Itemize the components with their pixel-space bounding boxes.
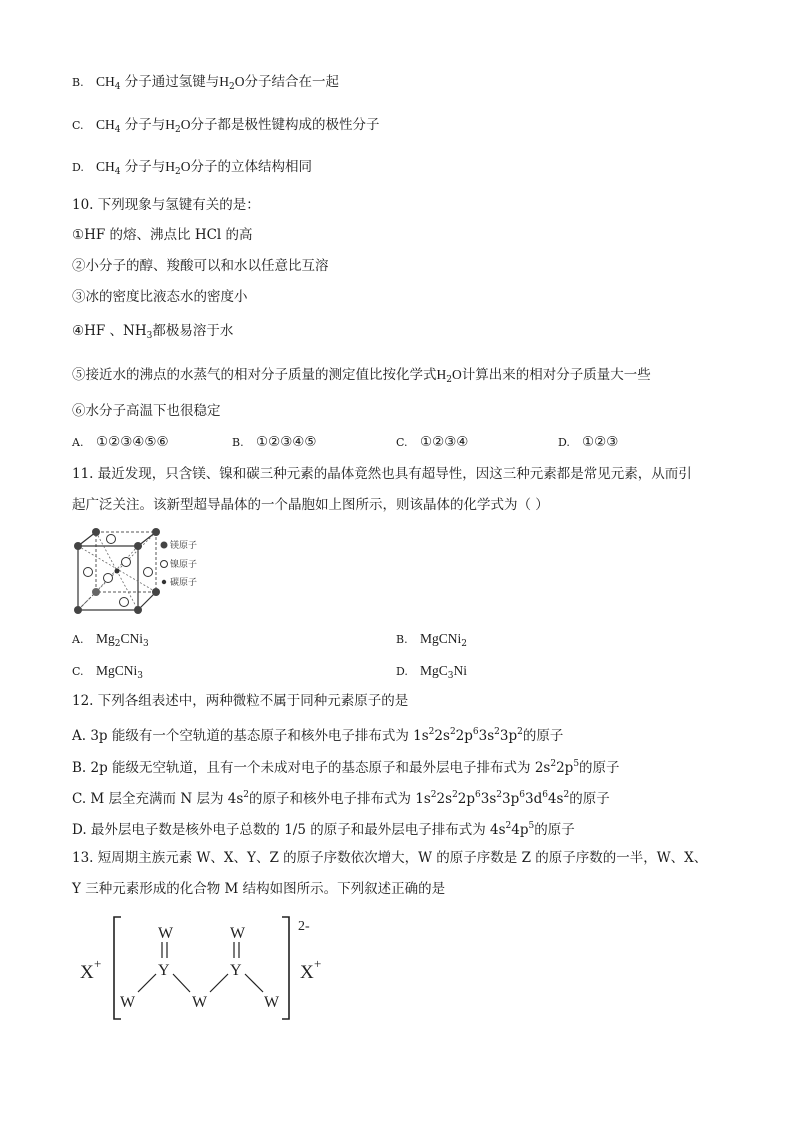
- bracket-right: [282, 917, 289, 1019]
- atom-w-top-left: W: [158, 925, 174, 942]
- atom-w-bridge: W: [192, 994, 208, 1011]
- legend-mg-label: 镁原子: [170, 540, 198, 550]
- ni-atom: [120, 598, 129, 607]
- atom-w-bottom-right: W: [264, 994, 280, 1011]
- mg-atom: [74, 606, 82, 614]
- q10-item-6: ⑥水分子高温下也很稳定: [72, 403, 221, 419]
- q10-option-c: C. ①②③④: [396, 434, 469, 450]
- cation-x-left: X: [80, 962, 94, 983]
- q13-stem-line-1: 13. 短周期主族元素 W、X、Y、Z 的原子序数依次增大，W 的原子序数是 Z 的原子序数的一半，W、X、: [72, 850, 708, 866]
- q10-option-b: B. ①②③④⑤: [232, 434, 317, 450]
- ni-atom: [107, 535, 116, 544]
- q10-option-a: A. ①②③④⑤⑥: [72, 434, 169, 450]
- cation-charge-right: +: [314, 956, 322, 971]
- q10-item-3: ③冰的密度比液态水的密度小: [72, 289, 248, 305]
- q11-option-c: C. MgCNi$_3$: [72, 663, 143, 681]
- q9-option-c: C. $CH_4$ 分子与$H_2O$分子都是极性键构成的极性分子: [72, 117, 380, 135]
- q10-item-4: ④HF 、$NH_3$都极易溶于水: [72, 323, 234, 341]
- atom-w-top-right: W: [230, 925, 246, 942]
- option-letter: D.: [72, 161, 84, 174]
- crystal-cell-figure: [66, 524, 216, 619]
- anion-charge: 2-: [298, 919, 310, 934]
- mg-atom: [152, 528, 160, 536]
- ni-atom: [104, 574, 113, 583]
- option-letter: B.: [72, 76, 84, 89]
- legend-c-label: 碳原子: [170, 577, 198, 587]
- q12-option-d: D. 最外层电子数是核外电子总数的 1/5 的原子和最外层电子排布式为 $4s^24p^5$的原子: [72, 821, 575, 838]
- q10-item-5: ⑤接近水的沸点的水蒸气的相对分子质量的测定值比按化学式$H_2O$计算出来的相对分子质量大一些: [72, 367, 651, 385]
- q9-option-b: B. $CH_4$ 分子通过氢键与$H_2O$分子结合在一起: [72, 74, 340, 92]
- ni-atom: [122, 558, 131, 567]
- q11-option-b: B. MgCNi$_2$: [396, 631, 467, 649]
- mg-atom: [134, 542, 142, 550]
- ni-atom: [144, 568, 153, 577]
- q12-option-b: B. 2p 能级无空轨道，且有一个未成对电子的基态原子和最外层电子排布式为 $2s^22p^5$的原子: [72, 759, 620, 776]
- atom-w-bottom-left: W: [120, 994, 136, 1011]
- legend-ni-label: 镍原子: [170, 559, 198, 569]
- q13-stem-line-2: Y 三种元素形成的化合物 M 结构如图所示。下列叙述正确的是: [72, 881, 446, 897]
- ni-atom: [84, 568, 93, 577]
- legend-c-icon: [162, 580, 166, 584]
- q11-option-a: A. $Mg_2CNi_3$: [72, 631, 149, 649]
- mg-atom: [134, 606, 142, 614]
- mg-atom: [92, 528, 100, 536]
- q9-option-d: D. $CH_4$ 分子与$H_2O$分子的立体结构相同: [72, 159, 313, 177]
- q10-item-1: ①HF 的熔、沸点比 HCl 的高: [72, 227, 253, 243]
- q11-stem-line-1: 11. 最近发现，只含镁、镍和碳三种元素的晶体竟然也具有超导性，因这三种元素都是常见元素，从而引: [72, 466, 692, 482]
- option-letter: C.: [72, 119, 84, 132]
- q11-stem-line-2: 起广泛关注。该新型超导晶体的一个晶胞如上图所示，则该晶体的化学式为（ ）: [72, 497, 549, 513]
- q10-item-2: ②小分子的醇、羧酸可以和水以任意比互溶: [72, 258, 329, 274]
- q12-option-a: A. 3p 能级有一个空轨道的基态原子和核外电子排布式为 $1s^22s^22p^63s^23p^2$的原子: [72, 727, 564, 744]
- mg-atom: [152, 588, 160, 596]
- q12-stem: 12. 下列各组表述中，两种微粒不属于同种元素原子的是: [72, 693, 409, 709]
- legend-ni-icon: [161, 561, 168, 568]
- atom-y-right: Y: [230, 962, 242, 979]
- cation-x-right: X: [300, 962, 314, 983]
- compound-m-structure: [74, 912, 354, 1024]
- atom-y-left: Y: [158, 962, 170, 979]
- q12-option-c: C. M 层全充满而 N 层为 $4s^2$的原子和核外电子排布式为 $1s^22s^22p^63s^23p^63d^64s^2$的原子: [72, 790, 610, 807]
- cation-charge-left: +: [94, 956, 102, 971]
- mg-atom: [92, 588, 100, 596]
- q11-option-d: D. MgC$_3$Ni: [396, 663, 467, 681]
- q10-option-d: D. ①②③: [558, 434, 619, 450]
- c-atom: [115, 569, 120, 574]
- legend-mg-icon: [161, 542, 168, 549]
- q10-stem: 10. 下列现象与氢键有关的是：: [72, 197, 260, 213]
- mg-atom: [74, 542, 82, 550]
